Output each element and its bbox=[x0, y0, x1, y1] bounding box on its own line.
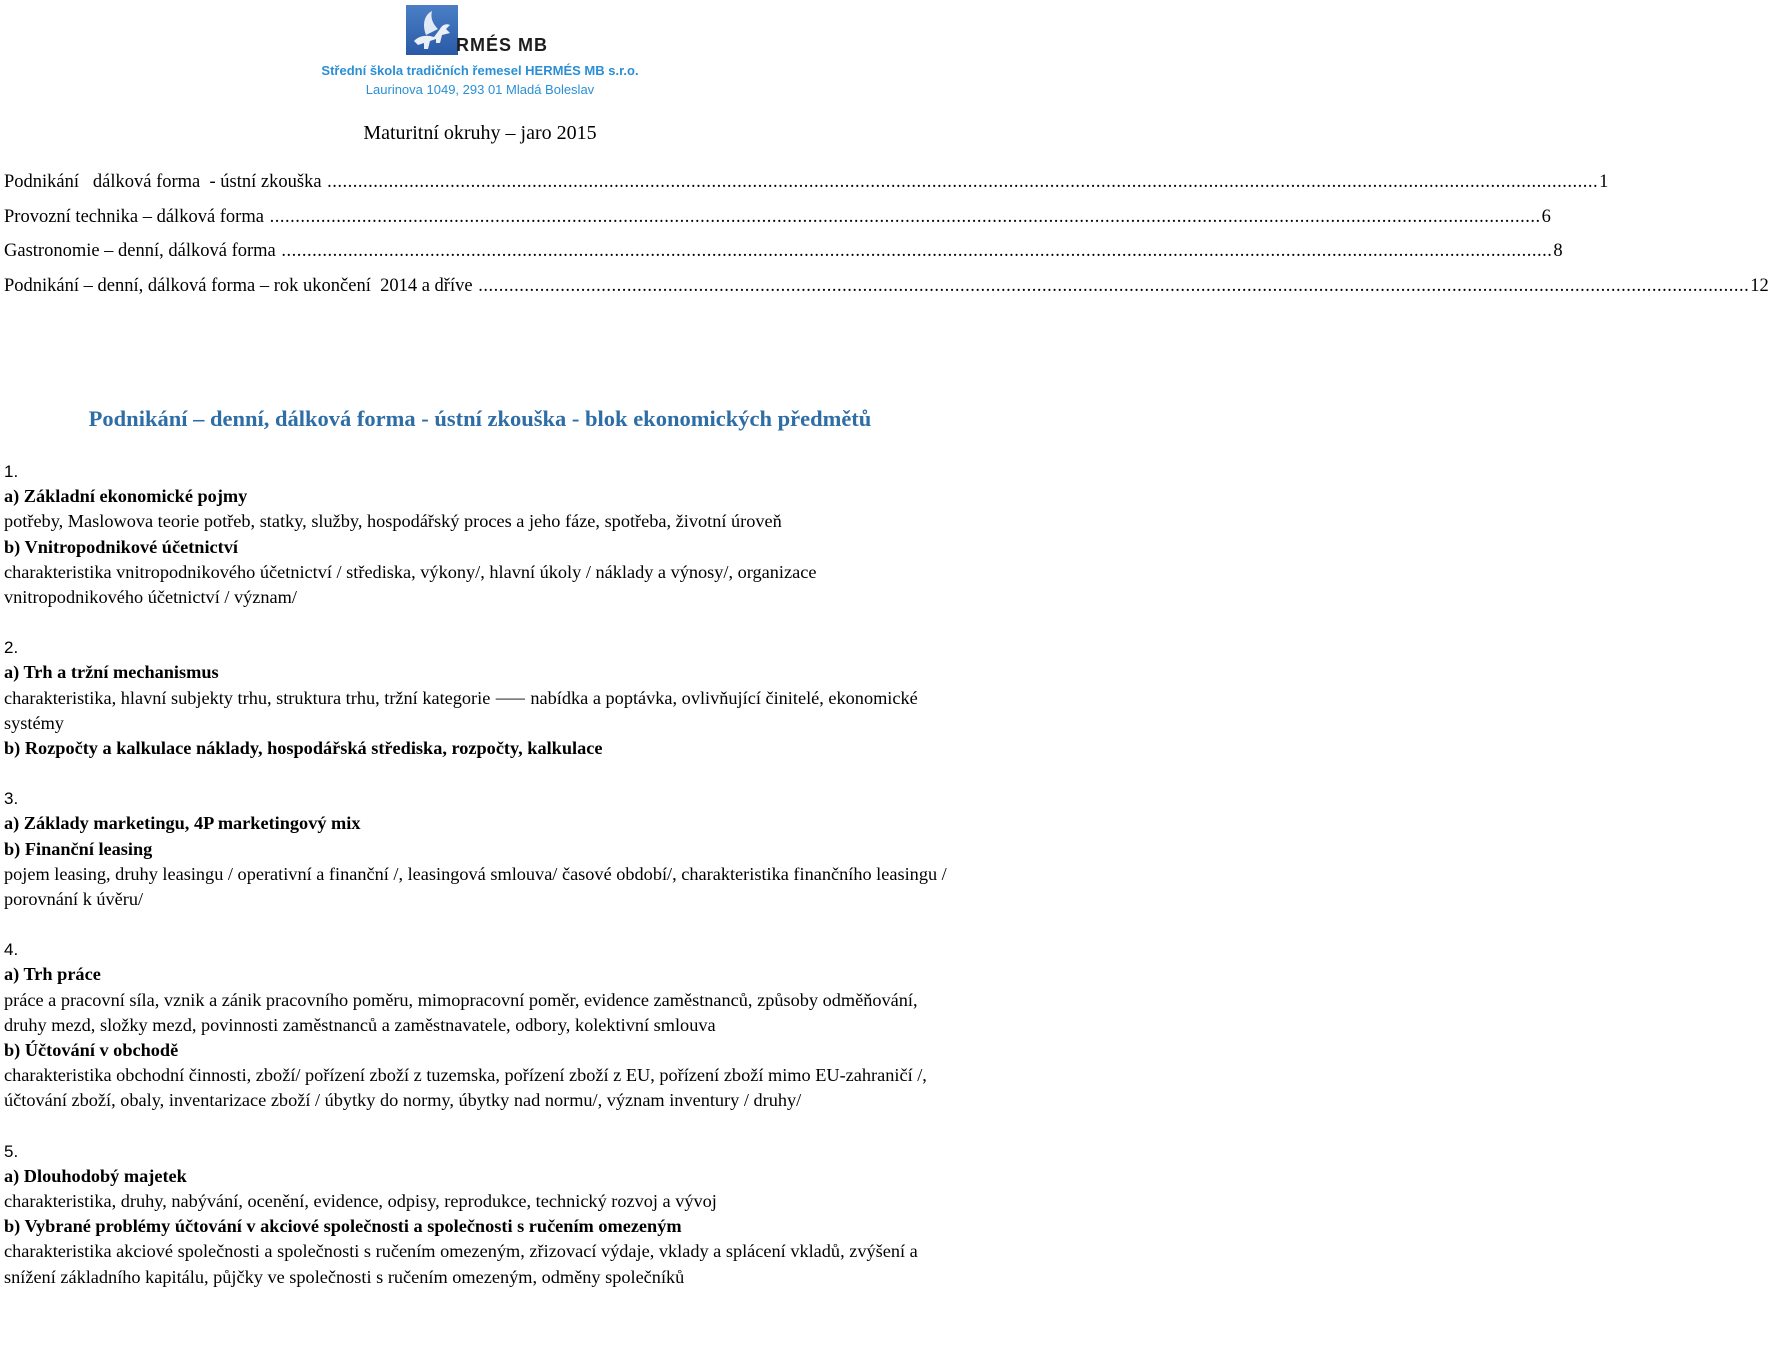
topic-a-title: a) Trh práce bbox=[4, 964, 101, 985]
topic-a-text: práce a pracovní síla, vznik a zánik pracovního poměru, mimopracovní poměr, evidence zaměstnanců, způsoby odměňování, druhy mezd, složky mezd, povinnosti zaměstnanců a zaměstnavatele, odbory, kolektivní smlouva bbox=[4, 989, 918, 1035]
topic-number: 5. bbox=[4, 1141, 19, 1161]
toc-leader-dots bbox=[270, 207, 1541, 228]
topic-b-text: charakteristika akciové společnosti a společnosti s ručením omezeným, zřizovací výdaje, vklady a splácení vkladů, zvýšení a snížení základního kapitálu, půjčky ve společnosti s ručením omezeným, odměny společníků bbox=[4, 1241, 918, 1287]
exam-topics bbox=[4, 459, 959, 1290]
topic-a-title: a) Dlouhodobý majetek bbox=[4, 1165, 187, 1186]
document-title: Maturitní okruhy – jaro 2015 bbox=[363, 122, 597, 144]
school-logo bbox=[406, 5, 566, 57]
toc-entry-label: Podnikání – denní, dálková forma – rok ukončení 2014 a dříve bbox=[4, 275, 478, 296]
topic-number: 4. bbox=[4, 940, 19, 960]
topic-number: 1. bbox=[4, 462, 19, 481]
topic-number: 2. bbox=[4, 638, 19, 658]
toc-entry[interactable] bbox=[4, 206, 1551, 242]
toc-entry-page: 1 bbox=[1599, 172, 1609, 192]
toc-entry-label: Podnikání dálková forma - ústní zkouška bbox=[4, 172, 327, 192]
topic-a-text: charakteristika, druhy, nabývání, ocenění, evidence, odpisy, reprodukce, technický rozvoj a vývoj bbox=[4, 1191, 717, 1212]
topic-b-title: b) Vybrané problémy účtování v akciové společnosti a společnosti s ručením omezeným bbox=[4, 1216, 682, 1237]
topic-b-text: charakteristika obchodní činnosti, zboží/ pořízení zboží z tuzemska, pořízení zboží z EU, pořízení zboží mimo EU-zahraničí /, účtování zboží, obaly, inventarizace zboží / úbytky do normy, úbytky nad normu/, význam inventury / druhy/ bbox=[4, 1065, 927, 1111]
section-heading: Podnikání – denní, dálková forma - ústní zkouška - blok ekonomických předmětů bbox=[88, 406, 872, 431]
school-name: Střední škola tradičních řemesel HERMÉS MB s.r.o. bbox=[321, 63, 639, 78]
logo-text: RMÉS MB bbox=[456, 35, 548, 55]
toc-entry-page: 6 bbox=[1541, 206, 1551, 227]
toc-entry-page: 8 bbox=[1553, 241, 1563, 261]
toc-entry[interactable] bbox=[4, 275, 1769, 311]
toc-leader-dots bbox=[327, 172, 1598, 193]
topic-a-title: a) Základy marketingu, 4P marketingový mix bbox=[4, 813, 361, 834]
toc-leader-dots bbox=[478, 276, 1749, 297]
school-address: Laurinova 1049, 293 01 Mladá Boleslav bbox=[365, 82, 595, 97]
topic-b-title: b) Finanční leasing bbox=[4, 838, 153, 859]
topic-b-title: b) Účtování v obchodě bbox=[4, 1040, 179, 1061]
topic-b-title: b) Vnitropodnikové účetnictví bbox=[4, 536, 238, 557]
pegasus-logo-icon bbox=[406, 5, 458, 55]
toc-entry-label: Gastronomie – denní, dálková forma bbox=[4, 241, 281, 261]
topic-a-text: charakteristika, hlavní subjekty trhu, struktura trhu, tržní kategorie ⸺ nabídka a poptávka, ovlivňující činitelé, ekonomické systémy bbox=[4, 687, 918, 733]
toc-entry-page: 12 bbox=[1750, 275, 1769, 296]
topic-number: 3. bbox=[4, 789, 19, 809]
toc-leader-dots bbox=[281, 241, 1552, 262]
toc-entry[interactable] bbox=[4, 241, 1563, 276]
table-of-contents bbox=[4, 172, 1769, 310]
toc-entry[interactable] bbox=[4, 172, 1609, 207]
topic-b-title: b) Rozpočty a kalkulace náklady, hospodářská střediska, rozpočty, kalkulace bbox=[4, 738, 603, 759]
topic-a-title: a) Základní ekonomické pojmy bbox=[4, 486, 248, 507]
topic-a-text: potřeby, Maslowova teorie potřeb, statky, služby, hospodářský proces a jeho fáze, spotřeba, životní úroveň bbox=[4, 511, 782, 532]
topic-a-title: a) Trh a tržní mechanismus bbox=[4, 662, 219, 683]
topic-b-text: charakteristika vnitropodnikového účetnictví / střediska, výkony/, hlavní úkoly / náklady a výnosy/, organizace vnitropodnikového účetnictví / význam/ bbox=[4, 561, 817, 608]
toc-entry-label: Provozní technika – dálková forma bbox=[4, 206, 269, 227]
topic-b-text: pojem leasing, druhy leasingu / operativní a finanční /, leasingová smlouva/ časové období/, charakteristika finančního leasingu / porovnání k úvěru/ bbox=[4, 863, 947, 910]
